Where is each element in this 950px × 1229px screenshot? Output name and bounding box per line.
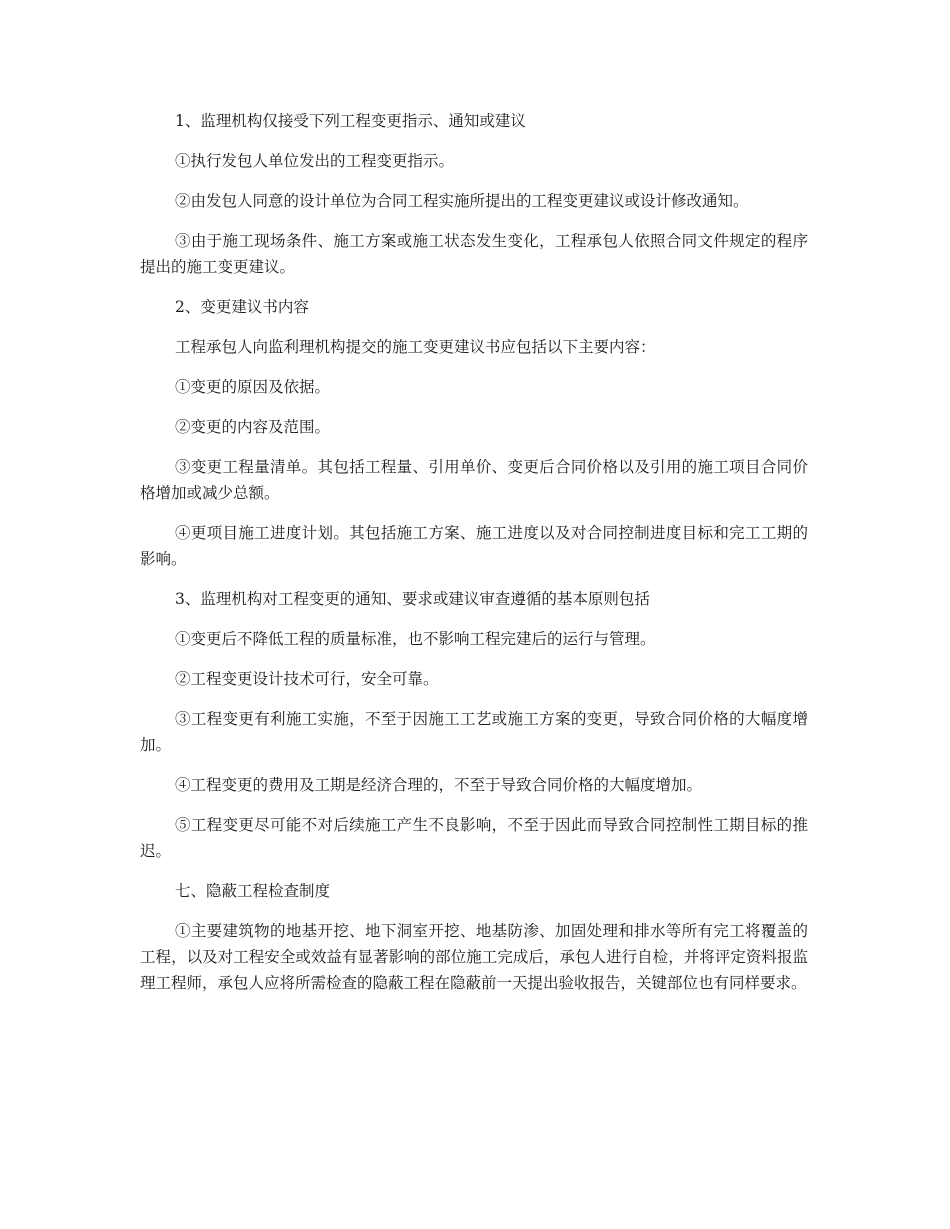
heading-change-instructions: 1、监理机构仅接受下列工程变更指示、通知或建议 bbox=[175, 112, 526, 130]
list-item: ①变更后不降低工程的质量标准，也不影响工程完建后的运行与管理。 bbox=[175, 630, 656, 648]
list-item: ②变更的内容及范围。 bbox=[175, 418, 331, 436]
list-item: ③变更工程量清单。其包括工程量、引用单价、变更后合同价格以及引用的施工项目合同价格增加或减少总额。 bbox=[140, 458, 808, 502]
list-item: ⑤工程变更尽可能不对后续施工产生不良影响，不至于因此而导致合同控制性工期目标的推迟。 bbox=[140, 816, 808, 860]
body-paragraph: 工程承包人向监利理机构提交的施工变更建议书应包括以下主要内容： bbox=[175, 338, 656, 356]
list-item: ③工程变更有利施工实施，不至于因施工工艺或施工方案的变更，导致合同价格的大幅度增加。 bbox=[140, 710, 808, 754]
list-item: ①执行发包人单位发出的工程变更指示。 bbox=[175, 152, 455, 170]
list-item: ②工程变更设计技术可行，安全可靠。 bbox=[175, 670, 439, 688]
list-item: ①变更的原因及依据。 bbox=[175, 378, 331, 396]
list-item: ④更项目施工进度计划。其包括施工方案、施工进度以及对合同控制进度目标和完工工期的影响。 bbox=[140, 524, 808, 568]
heading-review-principles: 3、监理机构对工程变更的通知、要求或建议审查遵循的基本原则包括 bbox=[175, 590, 650, 608]
list-item: ③由于施工现场条件、施工方案或施工状态发生变化，工程承包人依照合同文件规定的程序提出的施工变更建议。 bbox=[140, 232, 808, 276]
document-page bbox=[140, 108, 808, 1010]
list-item: ④工程变更的费用及工期是经济合理的，不至于导致合同价格的大幅度增加。 bbox=[175, 776, 703, 794]
list-item: ②由发包人同意的设计单位为合同工程实施所提出的工程变更建议或设计修改通知。 bbox=[175, 192, 749, 210]
section-heading-hidden-works: 七、隐蔽工程检查制度 bbox=[175, 882, 331, 900]
heading-change-proposal-content: 2、变更建议书内容 bbox=[175, 298, 309, 316]
list-item: ①主要建筑物的地基开挖、地下洞室开挖、地基防渗、加固处理和排水等所有完工将覆盖的工程，以及对工程安全或效益有显著影响的部位施工完成后，承包人进行自检，并将评定资料报监理工程师，承包人应将所需检查的隐蔽工程在隐蔽前一天提出验收报告，关键部位也有同样要求。 bbox=[140, 922, 808, 992]
